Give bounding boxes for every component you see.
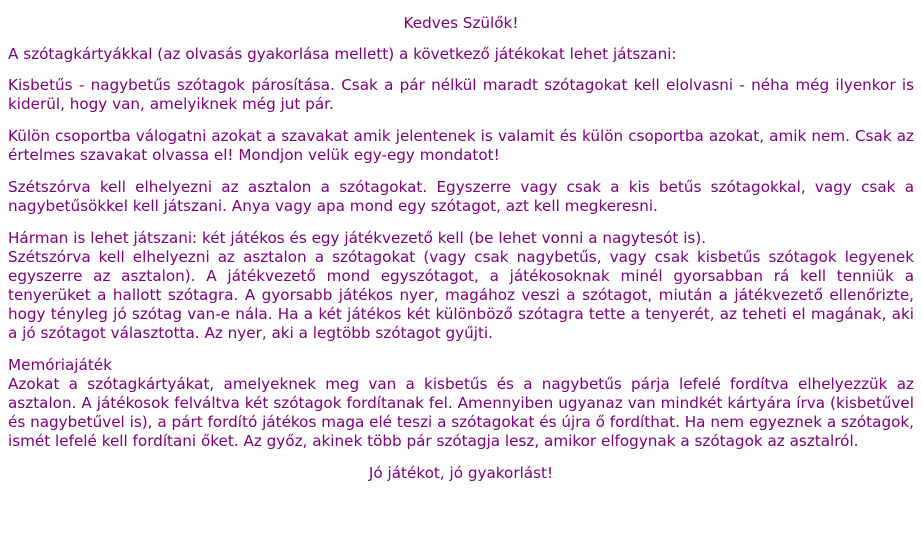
memory-game-section	[8, 356, 914, 451]
greeting-heading: Kedves Szülők!	[403, 14, 519, 32]
game-three-players-paragraph: Szétszórva kell elhelyezni az asztalon a szótagokat (vagy csak nagybetűs, vagy csak kisbetűs szótagok legyenek egyszerre az asztalon). A játékvezető mond egyszótagot, a játékosoknak minél gyorsabban rá kell tenniük a tenyerüket a hallott szótagra. A gyorsabb játékos nyer, magához veszi a szótagot, miután a játékvezető ellenőrizte, hogy tényleg jó szótag van-e nála. Ha a két játékos két különböző szótagra tette a tenyerét, az teheti el magának, aki a jó szótagot választotta. Az nyer, aki a legtöbb szótagot gyűjti.	[8, 248, 914, 342]
game-pairing-paragraph: Kisbetűs - nagybetűs szótagok párosítása. Csak a pár nélkül maradt szótagokat kell elolvasni - néha még ilyenkor is kiderül, hogy van, amelyiknek még jut pár.	[8, 76, 914, 113]
game-sorting-paragraph: Külön csoportba válogatni azokat a szavakat amik jelentenek is valamit és külön csoportba azokat, amik nem. Csak az értelmes szavakat olvassa el! Mondjon velük egy-egy mondatot!	[8, 127, 914, 164]
game-search-paragraph: Szétszórva kell elhelyezni az asztalon a szótagokat. Egyszerre vagy csak a kis betűs szótagokkal, vagy csak a nagybetűsökkel kell játszani. Anya vagy apa mond egy szótagot, azt kell megkeresni.	[8, 178, 914, 215]
intro-paragraph: A szótagkártyákkal (az olvasás gyakorlása mellett) a következő játékokat lehet játszani:	[8, 45, 677, 63]
memory-game-paragraph: Azokat a szótagkártyákat, amelyeknek meg van a kisbetűs és a nagybetűs párja lefelé fordítva elhelyezzük az asztalon. A játékosok felváltva két szótagok fordítanak fel. Amennyiben ugyanaz van mindkét kártyára írva (kisbetűvel és nagybetűvel is), a párt fordító játékos maga elé teszi a szótagokat és újra ő fordíthat. Ha nem egyeznek a szótagok, ismét lefelé kell fordítani őket. Az győz, akinek több pár szótagja lesz, amikor elfogynak a szótagok az asztalról.	[8, 375, 914, 450]
game-three-players-section	[8, 229, 914, 343]
game-three-players-intro: Hárman is lehet játszani: két játékos és egy játékvezető kell (be lehet vonni a nagytesót is).	[8, 229, 707, 247]
memory-game-title: Memóriajáték	[8, 356, 112, 374]
closing-line: Jó játékot, jó gyakorlást!	[368, 464, 554, 482]
